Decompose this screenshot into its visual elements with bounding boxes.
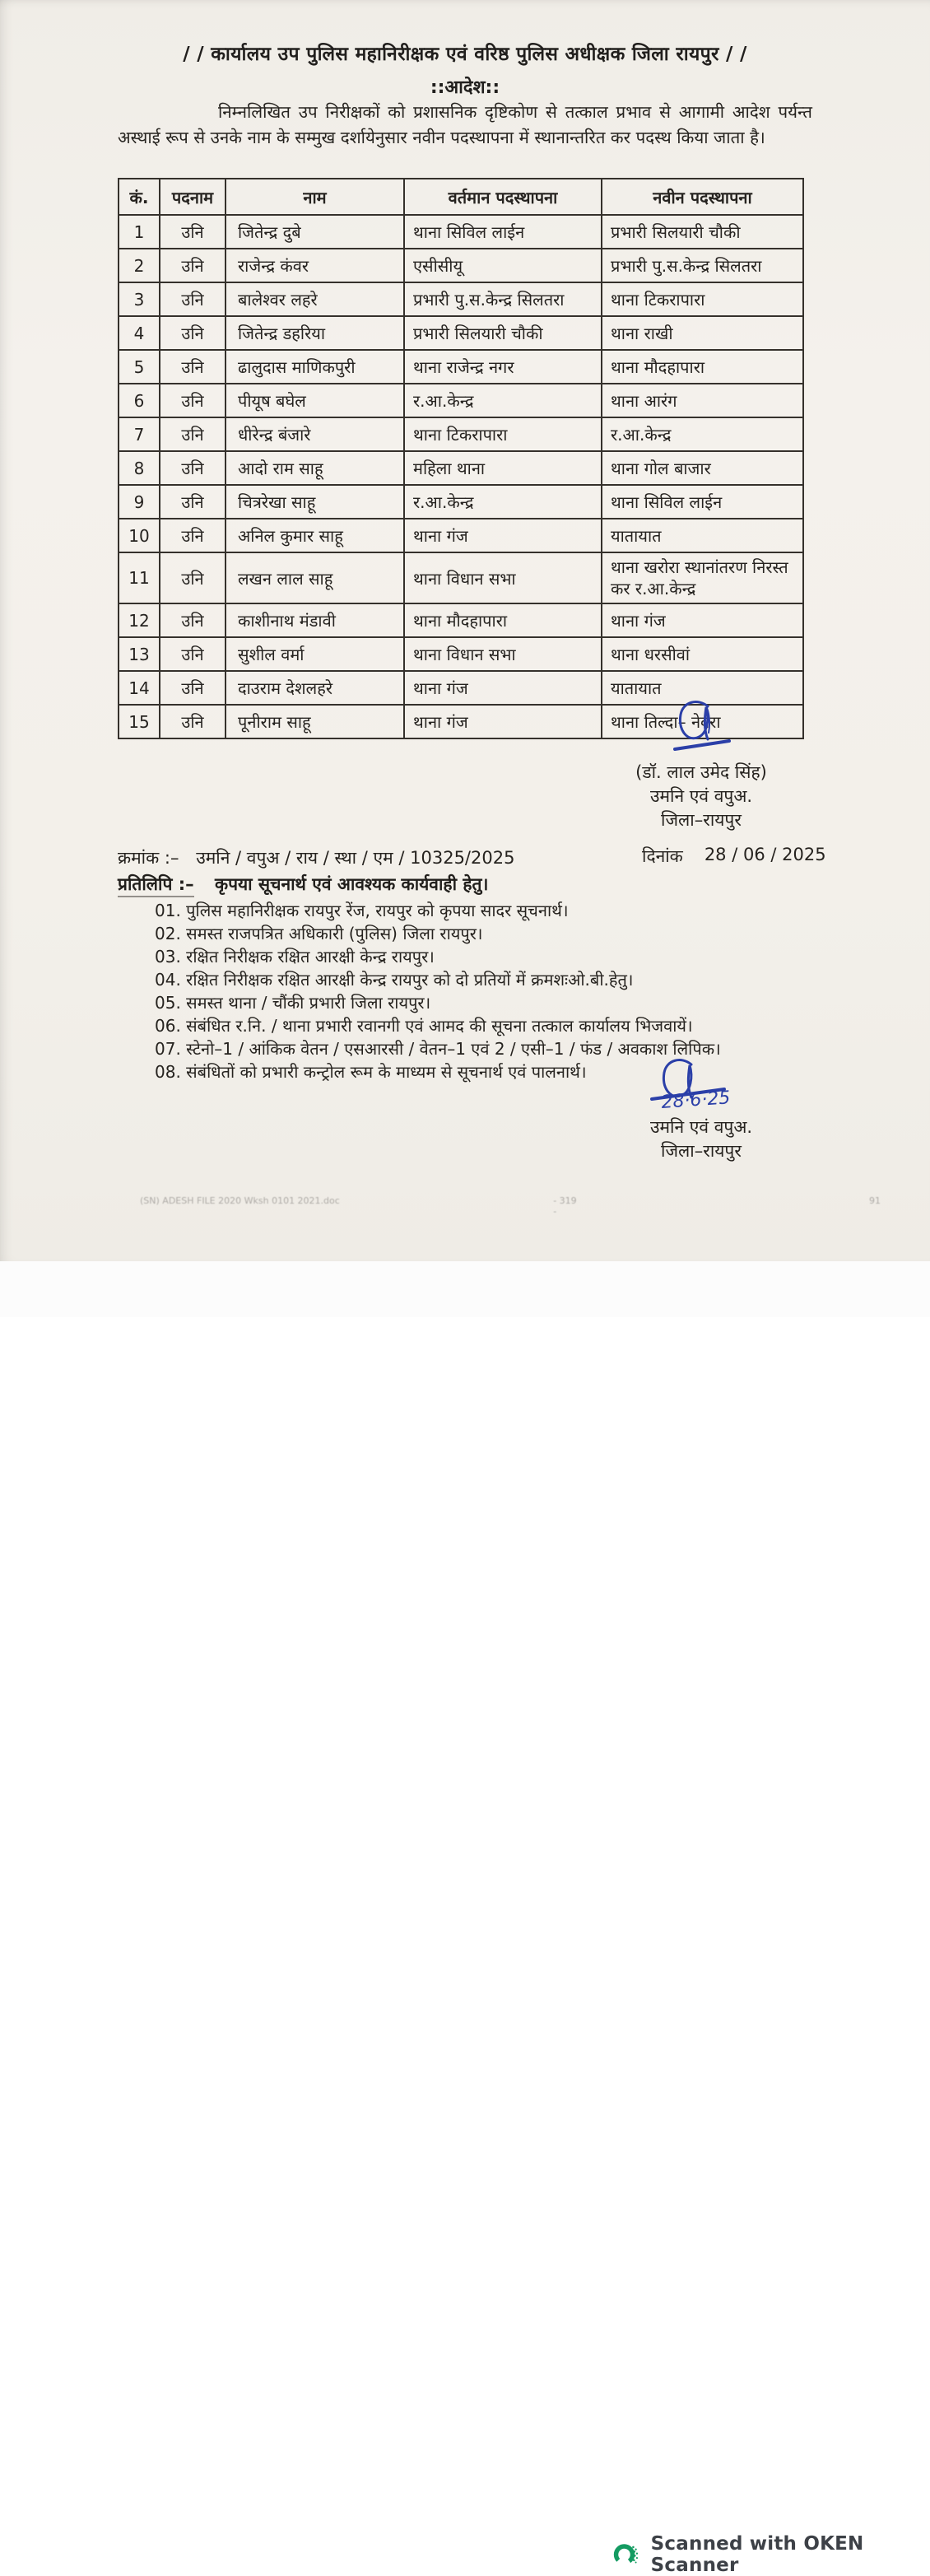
table-cell: 7 <box>119 417 160 451</box>
table-cell: उनि <box>160 350 226 384</box>
table-cell: थाना मौदहापारा <box>404 603 602 637</box>
faint-file-footer <box>140 1195 881 1217</box>
table-cell: उनि <box>160 451 226 485</box>
table-cell: थाना टिकरापारा <box>602 282 803 316</box>
table-cell: धीरेन्द्र बंजारे <box>226 417 404 451</box>
table-row <box>119 637 803 671</box>
table-cell: 10 <box>119 519 160 552</box>
signatory-designation: उमनि एवं वपुअ. <box>649 786 753 806</box>
table-cell: काशीनाथ मंडावी <box>226 603 404 637</box>
table-cell: उनि <box>160 282 226 316</box>
table-cell: र.आ.केन्द्र <box>404 485 602 519</box>
reference-number-line <box>118 846 514 869</box>
table-cell: उनि <box>160 519 226 552</box>
signatory-name: (डॉ. लाल उमेद सिंह) <box>635 762 767 782</box>
signature-scribble <box>662 696 741 761</box>
copy-recipient-item: 01. पुलिस महानिरीक्षक रायपुर रेंज, रायपुर को कृपया सादर सूचनार्थ। <box>155 901 569 920</box>
faint-file-path: (SN) ADESH FILE 2020 Wksh 0101 2021.doc <box>140 1195 340 1206</box>
table-cell: पीयूष बघेल <box>226 384 404 417</box>
signature-block-bottom <box>578 1056 825 1163</box>
table-cell: उनि <box>160 215 226 249</box>
faint-page-number: - 319 - <box>553 1195 577 1217</box>
signatory-district: जिला–रायपुर <box>661 810 742 830</box>
order-heading: ::आदेश:: <box>430 77 500 98</box>
table-row <box>119 603 803 637</box>
signature-scribble-dated <box>627 1056 775 1116</box>
table-cell: थाना आरंग <box>602 384 803 417</box>
table-cell: पूनीराम साहू <box>226 705 404 738</box>
table-row <box>119 417 803 451</box>
reference-value: उमनि / वपुअ / राय / स्था / एम / 10325/2025 <box>196 848 515 868</box>
table-cell: दाउराम देशलहरे <box>226 671 404 705</box>
table-cell: 3 <box>119 282 160 316</box>
date-line <box>642 845 826 868</box>
table-body <box>119 215 803 738</box>
table-header <box>119 179 803 215</box>
table-cell: एसीसीयू <box>404 249 602 282</box>
table-cell: थाना सिविल लाईन <box>602 485 803 519</box>
table-cell: ढालुदास माणिकपुरी <box>226 350 404 384</box>
table-cell: 9 <box>119 485 160 519</box>
table-cell: थाना टिकरापारा <box>404 417 602 451</box>
table-cell: प्रभारी पु.स.केन्द्र सिलतरा <box>404 282 602 316</box>
table-header-cell: नवीन पदस्थापना <box>602 179 803 215</box>
scanner-footer-strip <box>0 1261 930 2576</box>
signatory2-district: जिला–रायपुर <box>661 1141 742 1161</box>
table-cell: 1 <box>119 215 160 249</box>
table-header-cell: वर्तमान पदस्थापना <box>404 179 602 215</box>
table-header-cell: नाम <box>226 179 404 215</box>
table-cell: थाना राजेन्द्र नगर <box>404 350 602 384</box>
table-cell: थाना मौदहापारा <box>602 350 803 384</box>
copy-recipient-item: 02. समस्त राजपत्रित अधिकारी (पुलिस) जिला रायपुर। <box>155 924 483 943</box>
signature-block-top <box>578 696 825 832</box>
table-cell: 15 <box>119 705 160 738</box>
table-cell: थाना राखी <box>602 316 803 350</box>
table-cell: उनि <box>160 705 226 738</box>
table-cell: थाना गंज <box>404 705 602 738</box>
table-cell: उनि <box>160 384 226 417</box>
table-cell: प्रभारी सिलयारी चौकी <box>404 316 602 350</box>
handwritten-date: 28·6·25 <box>660 1088 732 1113</box>
copy-recipient-item: 06. संबंधित र.नि. / थाना प्रभारी रवानगी एवं आमद की सूचना तत्काल कार्यालय भिजवायें। <box>155 1016 693 1036</box>
table-cell: सुशील वर्मा <box>226 637 404 671</box>
table-cell: र.आ.केन्द्र <box>602 417 803 451</box>
table-row <box>119 249 803 282</box>
table-cell: थाना विधान सभा <box>404 552 602 603</box>
table-header-row <box>119 179 803 215</box>
table-row <box>119 485 803 519</box>
table-cell: 14 <box>119 671 160 705</box>
table-cell: थाना गंज <box>404 519 602 552</box>
copy-recipient-item: 05. समस्त थाना / चौंकी प्रभारी जिला रायपुर। <box>155 993 431 1013</box>
scanned-page <box>0 0 930 1261</box>
table-header-cell: कं. <box>119 179 160 215</box>
copy-recipient-item: 08. संबंधितों को प्रभारी कन्ट्रोल रूम के माध्यम से सूचनार्थ एवं पालनार्थ। <box>155 1062 587 1082</box>
copy-recipient-item: 03. रक्षित निरीक्षक रक्षित आरक्षी केन्द्र रायपुर। <box>155 947 435 967</box>
table-cell: उनि <box>160 417 226 451</box>
table-cell: उनि <box>160 249 226 282</box>
table-cell: उनि <box>160 603 226 637</box>
transfer-table <box>118 178 804 739</box>
table-cell: यातायात <box>602 519 803 552</box>
table-cell: 4 <box>119 316 160 350</box>
date-label: दिनांक <box>642 846 683 866</box>
table-cell: थाना गंज <box>602 603 803 637</box>
oken-scanner-footer <box>612 2533 930 2576</box>
table-cell: अनिल कुमार साहू <box>226 519 404 552</box>
table-cell: 6 <box>119 384 160 417</box>
intro-paragraph: निम्नलिखित उप निरीक्षकों को प्रशासनिक दृष्टिकोण से तत्काल प्रभाव से आगामी आदेश पर्यन्त अस्थाई रूप से उनके नाम के सम्मुख दर्शायेनुसार नवीन पदस्थापना में स्थानान्तरित कर पदस्थ किया जाता है। <box>118 102 812 147</box>
table-header-cell: पदनाम <box>160 179 226 215</box>
table-row <box>119 384 803 417</box>
oken-logo-icon <box>612 2540 639 2569</box>
table-cell: 8 <box>119 451 160 485</box>
copy-to-purpose: कृपया सूचनार्थ एवं आवश्यक कार्यवाही हेतु। <box>214 874 489 894</box>
table-cell: उनि <box>160 637 226 671</box>
table-cell: 5 <box>119 350 160 384</box>
table-cell: जितेन्द्र दुबे <box>226 215 404 249</box>
table-row <box>119 519 803 552</box>
oken-scanner-label: Scanned with OKEN Scanner <box>650 2533 864 2576</box>
table-cell: जितेन्द्र डहरिया <box>226 316 404 350</box>
table-cell: प्रभारी सिलयारी चौकी <box>602 215 803 249</box>
table-row <box>119 350 803 384</box>
table-cell: उनि <box>160 485 226 519</box>
table-cell: प्रभारी पु.स.केन्द्र सिलतरा <box>602 249 803 282</box>
table-cell: थाना तिल्दा– नेवरा <box>602 705 803 738</box>
table-cell: थाना सिविल लाईन <box>404 215 602 249</box>
table-cell: 2 <box>119 249 160 282</box>
table-row <box>119 451 803 485</box>
copy-recipient-item: 07. स्टेनो–1 / आंकिक वेतन / एसआरसी / वेतन–1 एवं 2 / एसी–1 / फंड / अवकाश लिपिक। <box>155 1039 721 1059</box>
copy-to-label: प्रतिलिपि :– <box>118 874 194 897</box>
table-cell: थाना गंज <box>404 671 602 705</box>
table-cell: लखन लाल साहू <box>226 552 404 603</box>
table-cell: महिला थाना <box>404 451 602 485</box>
reference-label: क्रमांक :– <box>118 848 179 868</box>
table-cell: थाना खरोरा स्थानांतरण निरस्त कर र.आ.केन्द्र <box>602 552 803 603</box>
table-cell: चित्ररेखा साहू <box>226 485 404 519</box>
table-cell: थाना विधान सभा <box>404 637 602 671</box>
table-cell: थाना धरसीवां <box>602 637 803 671</box>
copy-to-line <box>118 873 488 896</box>
table-cell: उनि <box>160 671 226 705</box>
table-cell: आदो राम साहू <box>226 451 404 485</box>
table-row <box>119 215 803 249</box>
faint-right-mark: 91 <box>869 1195 881 1206</box>
signatory2-designation: उमनि एवं वपुअ. <box>649 1117 753 1137</box>
copy-recipient-item: 04. रक्षित निरीक्षक रक्षित आरक्षी केन्द्र रायपुर को दो प्रतियों में क्रमशःओ.बी.हेतु। <box>155 970 634 990</box>
table-cell: यातायात <box>602 671 803 705</box>
date-value: 28 / 06 / 2025 <box>704 845 826 864</box>
table-cell: बालेश्वर लहरे <box>226 282 404 316</box>
table-cell: 11 <box>119 552 160 603</box>
table-cell: र.आ.केन्द्र <box>404 384 602 417</box>
table-cell: राजेन्द्र कंवर <box>226 249 404 282</box>
table-row <box>119 552 803 603</box>
table-cell: उनि <box>160 552 226 603</box>
table-cell: 12 <box>119 603 160 637</box>
table-cell: उनि <box>160 316 226 350</box>
table-cell: 13 <box>119 637 160 671</box>
table-row <box>119 282 803 316</box>
document-title: / / कार्यालय उप पुलिस महानिरीक्षक एवं वरिष्ठ पुलिस अधीक्षक जिला रायपुर / / <box>183 44 747 65</box>
table-row <box>119 316 803 350</box>
table-cell: थाना गोल बाजार <box>602 451 803 485</box>
